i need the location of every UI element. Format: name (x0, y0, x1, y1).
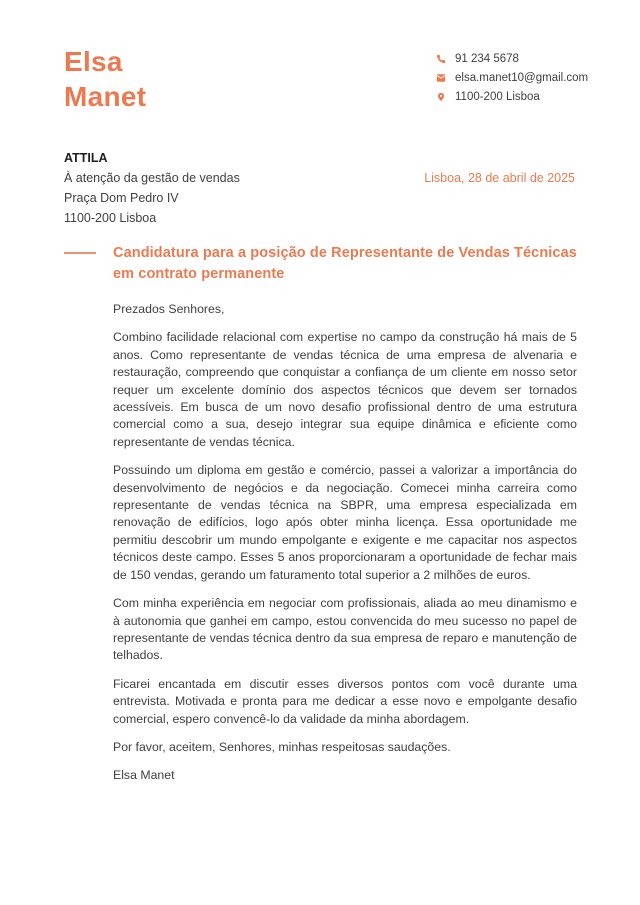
contact-email: elsa.manet10@gmail.com (455, 71, 589, 84)
contact-location-row (436, 90, 588, 103)
recipient-attn-line: À atenção da gestão de vendas (64, 171, 240, 185)
phone-icon (436, 54, 446, 64)
paragraph-3: Com minha experiência em negociar com profissionais, aliada ao meu dinamismo e à autonomia que ganhei em campo, estou convencida do meu sucesso no papel de representante de vendas técnica dentro da sua empresa de reparo e manutenção de telhados. (113, 596, 577, 663)
location-icon (436, 92, 446, 102)
paragraph-4: Ficarei encantada em discutir esses diversos pontos com você durante uma entrevista. Motivada e pronta para me dedicar a esse novo e empolgante desafio comercial, espero convencê-lo da validade da minha abordagem. (113, 676, 577, 726)
letter-body (113, 301, 577, 796)
contact-phone: 91 234 5678 (455, 52, 519, 65)
contact-block (436, 52, 588, 103)
sender-first-name: Elsa (64, 46, 123, 77)
recipient-name: ATTILA (64, 151, 108, 165)
recipient-block (64, 148, 240, 228)
subject-block (64, 243, 580, 284)
sender-name (64, 44, 146, 114)
email-icon (436, 73, 446, 83)
recipient-street: Praça Dom Pedro IV (64, 191, 179, 205)
subject-dash-rule (64, 252, 96, 254)
subject-title: Candidatura para a posição de Representante de Vendas Técnicas em contrato permanente (113, 245, 577, 282)
contact-location: 1100-200 Lisboa (455, 90, 540, 103)
contact-email-row (436, 71, 588, 84)
letter-date: Lisboa, 28 de abril de 2025 (424, 171, 575, 185)
contact-phone-row (436, 52, 588, 65)
signature: Elsa Manet (113, 768, 175, 783)
sender-last-name: Manet (64, 81, 147, 112)
paragraph-1: Combino facilidade relacional com expertise no campo da construção há mais de 5 anos. Como representante de vendas técnica de uma empresa de alvenaria e restauração, compreendo que conquistar a confiança de um cliente em nosso setor requer um excelente domínio dos aspectos técnicos que devem ser tornados acessíveis. Em busca de um novo desafio profissional dentro de uma estrutura comercial como a sua, desejo integrar sua equipe dinâmica e eficiente como representante de vendas técnica. (113, 330, 577, 449)
closing-line: Por favor, aceitem, Senhores, minhas respeitosas saudações. (113, 739, 451, 754)
paragraph-2: Possuindo um diploma em gestão e comércio, passei a valorizar a importância do desenvolvimento de negócios e da negociação. Comecei minha carreira como representante de vendas técnica na SBPR, uma empresa especializada em renovação de edifícios, logo após obter minha licença. Essa oportunidade me permitiu descobrir um mundo empolgante e exigente e me capacitar nos aspectos técnicos deste campo. Esses 5 anos proporcionaram a oportunidade de fechar mais de 150 vendas, gerando um faturamento total superior a 2 milhões de euros. (113, 463, 577, 582)
recipient-city: 1100-200 Lisboa (64, 211, 157, 225)
salutation: Prezados Senhores, (113, 302, 225, 316)
